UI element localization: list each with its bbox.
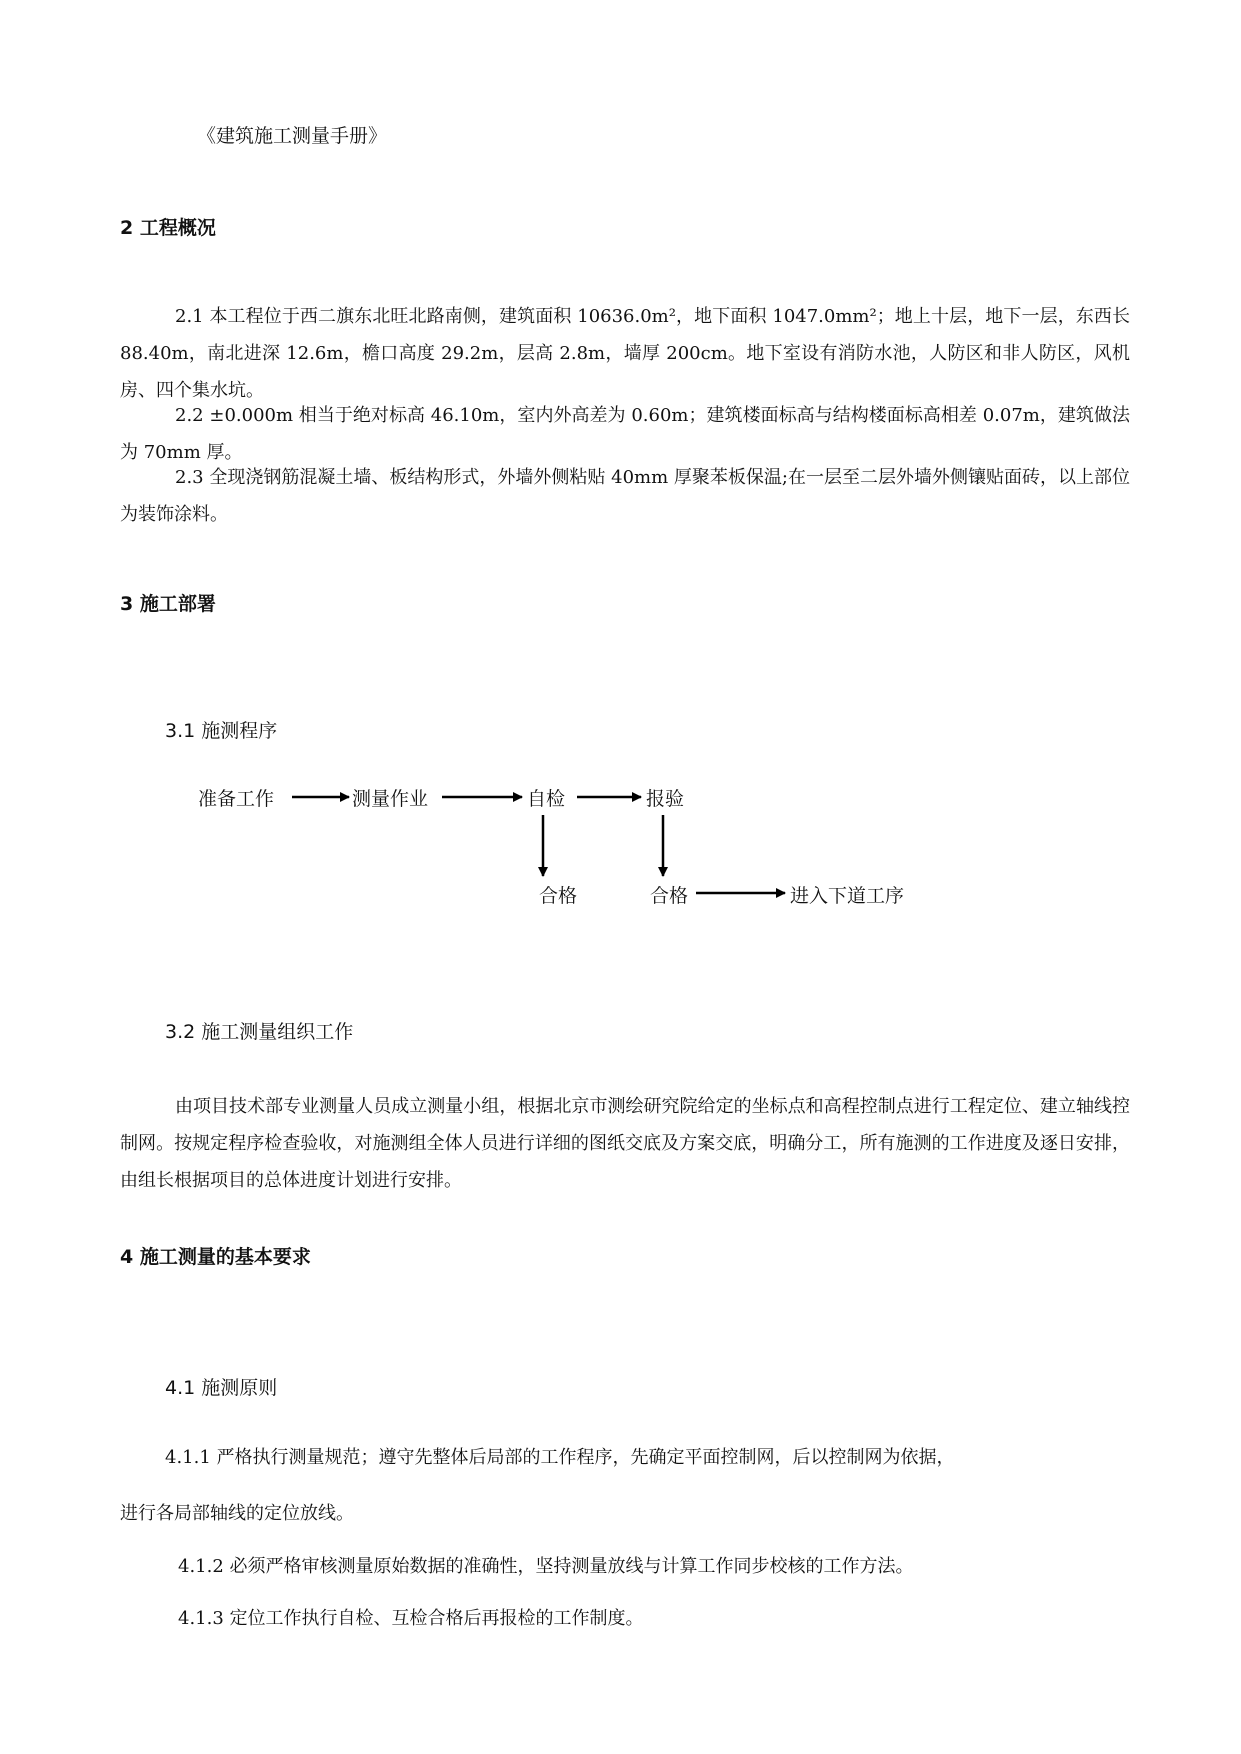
section-3-1-heading: 3.1 施测程序 — [165, 720, 278, 742]
reference-title: 《建筑施工测量手册》 — [197, 125, 388, 147]
section-2-paragraph-3: 2.3 全现浇钢筋混凝土墙、板结构形式，外墙外侧粘贴 40mm 厚聚苯板保温;在一层至二层外墙外侧镶贴面砖，以上部位为装饰涂料。 — [120, 467, 1130, 525]
flow-node-pass-1: 合格 — [539, 885, 578, 907]
rule-4-1-3: 4.1.3 定位工作执行自检、互检合格后再报检的工作制度。 — [178, 1608, 644, 1629]
flow-node-measure: 测量作业 — [352, 788, 429, 810]
section-2-heading: 2 工程概况 — [120, 217, 216, 239]
section-4-1-heading: 4.1 施测原则 — [165, 1377, 278, 1399]
rule-4-1-1-line-2: 进行各局部轴线的定位放线。 — [120, 1503, 354, 1524]
section-2-paragraph-1: 2.1 本工程位于西二旗东北旺北路南侧，建筑面积 10636.0m²，地下面积 1047.0mm²；地上十层，地下一层，东西长 88.40m，南北进深 12.6m，檐口高度 29.2m，层高 2.8m，墙厚 200cm。地下室设有消防水池，人防区和非人防区，风机房、四个集水坑。 — [120, 306, 1130, 401]
section-2-paragraph-2: 2.2 ±0.000m 相当于绝对标高 46.10m，室内外高差为 0.60m；建筑楼面标高与结构楼面标高相差 0.07m，建筑做法为 70mm 厚。 — [120, 405, 1130, 463]
rule-4-1-2: 4.1.2 必须严格审核测量原始数据的准确性，坚持测量放线与计算工作同步校核的工作方法。 — [178, 1556, 914, 1577]
section-3-2-heading: 3.2 施工测量组织工作 — [165, 1021, 354, 1043]
section-3-heading: 3 施工部署 — [120, 593, 216, 615]
flow-node-pass-2: 合格 — [650, 885, 689, 907]
section-4-heading: 4 施工测量的基本要求 — [120, 1246, 311, 1268]
flow-node-report: 报验 — [646, 788, 685, 810]
flow-node-prep: 准备工作 — [198, 788, 275, 810]
flow-node-next: 进入下道工序 — [790, 885, 905, 907]
flow-node-selfcheck: 自检 — [527, 788, 566, 810]
section-3-2-paragraph: 由项目技术部专业测量人员成立测量小组，根据北京市测绘研究院给定的坐标点和高程控制点进行工程定位、建立轴线控制网。按规定程序检查验收，对施测组全体人员进行详细的图纸交底及方案交底，明确分工，所有施测的工作进度及逐日安排，由组长根据项目的总体进度计划进行安排。 — [120, 1096, 1130, 1191]
rule-4-1-1-line-1: 4.1.1 严格执行测量规范；遵守先整体后局部的工作程序，先确定平面控制网，后以控制网为依据， — [165, 1447, 955, 1468]
